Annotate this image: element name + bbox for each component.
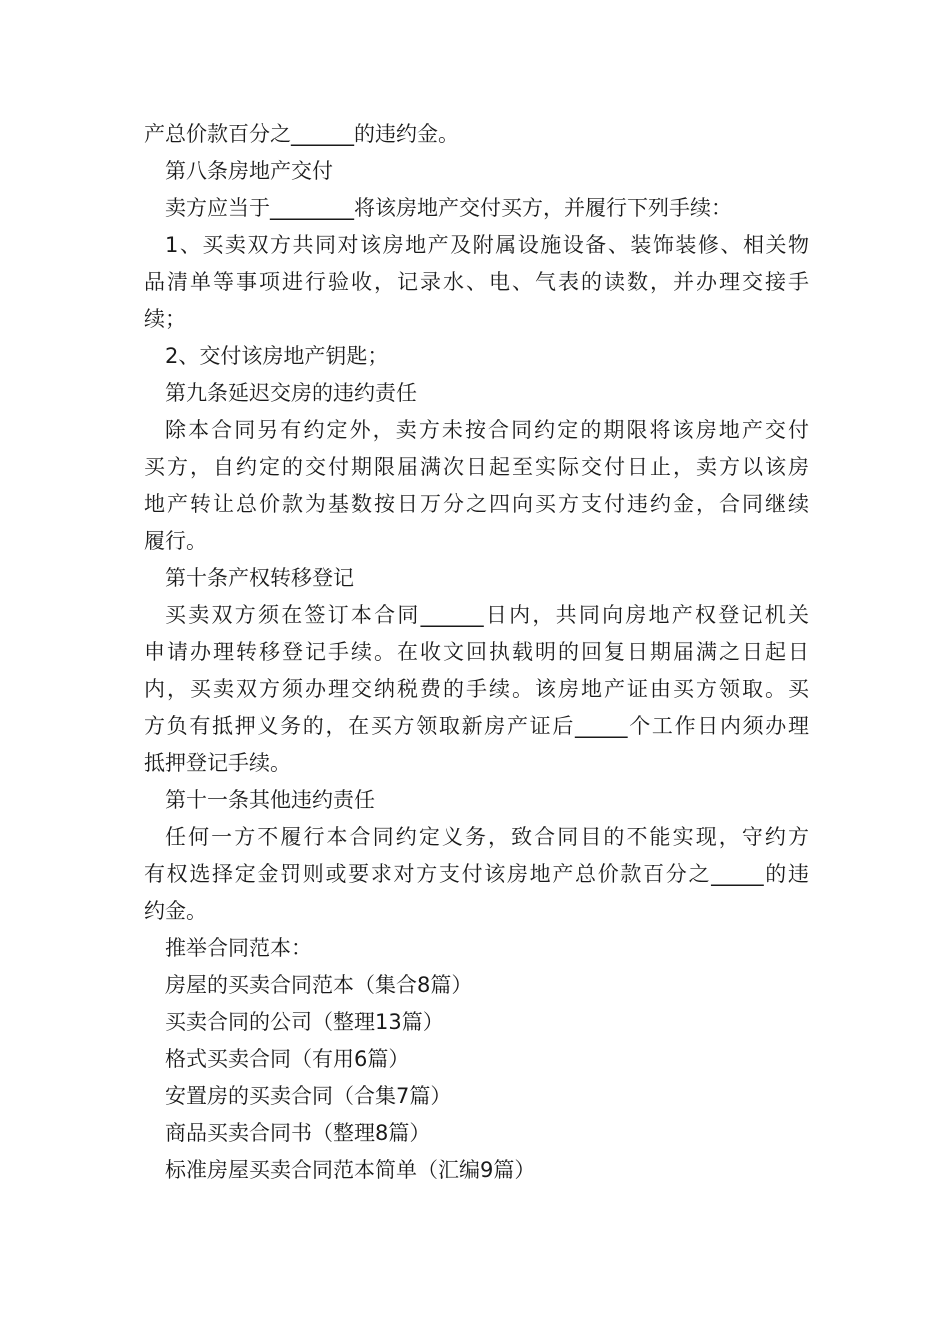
recommended-item: 格式买卖合同（有用6篇） [165,1047,410,1071]
section-heading-10: 第十条产权转移登记 [165,566,354,590]
recommended-item: 标准房屋买卖合同范本简单（汇编9篇） [165,1158,536,1182]
text-line: 1、买卖双方共同对该房地产及附属设施设备、装饰装修、相关物 [165,233,809,257]
recommended-item: 买卖合同的公司（整理13篇） [165,1010,444,1034]
text-line: 品清单等事项进行验收，记录水、电、气表的读数，并办理交接手 [144,270,809,294]
text-line: 买卖双方须在签订本合同______日内，共同向房地产权登记机关 [165,603,809,627]
text-line: 申请办理转移登记手续。在收文回执载明的回复日期届满之日起日 [144,640,809,664]
text-line: 卖方应当于________将该房地产交付买方，并履行下列手续： [165,196,732,220]
text-line: 任何一方不履行本合同约定义务，致合同目的不能实现，守约方 [165,825,809,849]
recommended-item: 安置房的买卖合同（合集7篇） [165,1084,452,1108]
section-heading-9: 第九条延迟交房的违约责任 [165,381,417,405]
text-line: 地产转让总价款为基数按日万分之四向买方支付违约金，合同继续 [144,492,809,516]
recommended-item: 商品买卖合同书（整理8篇） [165,1121,431,1145]
text-line: 有权选择定金罚则或要求对方支付该房地产总价款百分之_____的违 [144,862,809,886]
text-line: 约金。 [144,899,207,923]
text-line: 抵押登记手续。 [144,751,291,775]
text-line: 产总价款百分之______的违约金。 [144,122,459,146]
recommended-heading: 推举合同范本： [165,936,312,960]
document-body [144,116,809,1189]
recommended-item: 房屋的买卖合同范本（集合8篇） [165,973,473,997]
text-line: 方负有抵押义务的，在买方领取新房产证后_____个工作日内须办理 [144,714,809,738]
text-line: 买方，自约定的交付期限届满次日起至实际交付日止，卖方以该房 [144,455,809,479]
text-line: 内，买卖双方须办理交纳税费的手续。该房地产证由买方领取。买 [144,677,809,701]
text-line: 续； [144,307,186,331]
text-line: 2、交付该房地产钥匙； [165,344,389,368]
text-line: 除本合同另有约定外，卖方未按合同约定的期限将该房地产交付 [165,418,809,442]
section-heading-8: 第八条房地产交付 [165,159,333,183]
section-heading-11: 第十一条其他违约责任 [165,788,375,812]
text-line: 履行。 [144,529,207,553]
